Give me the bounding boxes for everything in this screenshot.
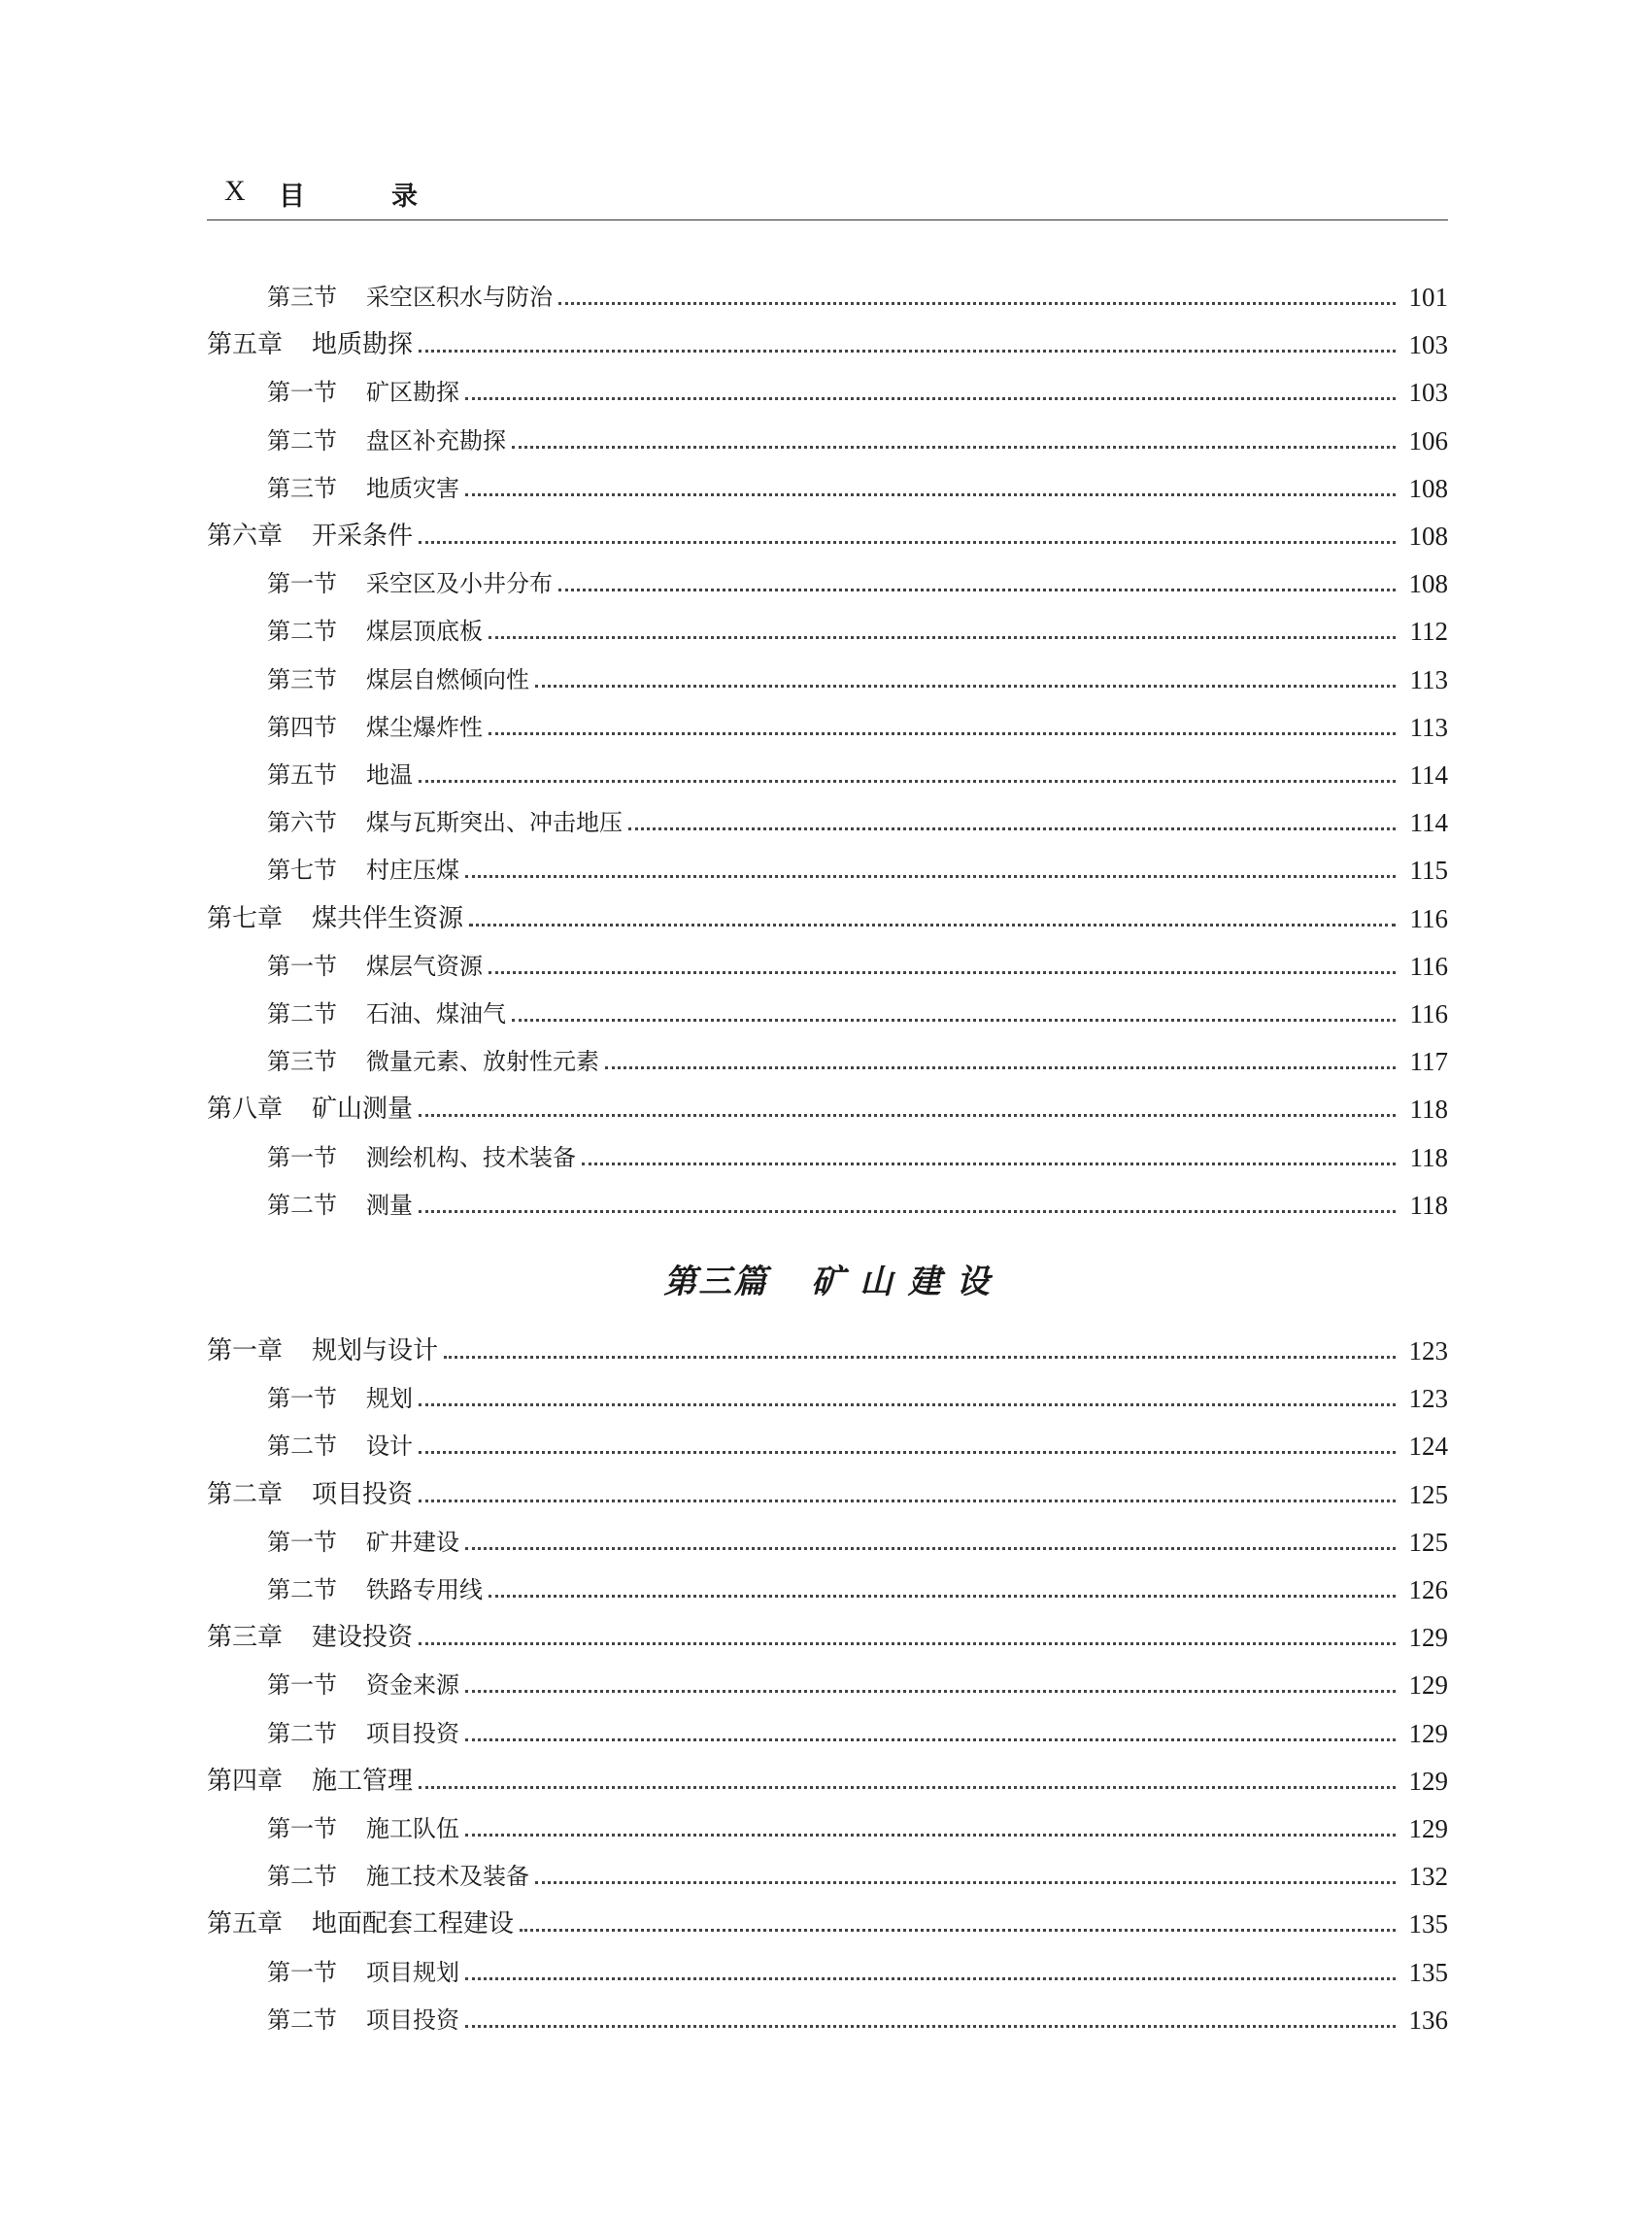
entry-number: 第一节	[267, 570, 337, 598]
dot-leader	[558, 302, 1396, 305]
entry-page-number: 125	[1408, 1479, 1448, 1509]
entry-number: 第五节	[267, 761, 337, 789]
toc-section-entry[interactable]	[207, 991, 1448, 1029]
part-label: 第三篇	[663, 1263, 769, 1301]
entry-page-number: 114	[1409, 808, 1448, 838]
entry-title: 地面配套工程建设	[312, 1909, 515, 1939]
dot-leader	[444, 1356, 1396, 1359]
entry-page-number: 135	[1408, 1957, 1448, 1987]
entry-number: 第一节	[267, 379, 337, 407]
toc-section-entry[interactable]	[207, 1949, 1448, 1988]
toc-section-entry[interactable]	[207, 608, 1448, 647]
dot-leader	[628, 827, 1396, 830]
entry-number: 第二节	[267, 1000, 337, 1028]
entry-title: 铁路专用线	[366, 1576, 483, 1603]
entry-title: 建设投资	[312, 1623, 414, 1653]
entry-number: 第三节	[267, 474, 337, 502]
entry-number: 第二节	[267, 1191, 337, 1219]
toc-chapter-entry[interactable]	[207, 1758, 1448, 1797]
entry-title: 煤层自燃倾向性	[366, 665, 529, 693]
dot-leader	[465, 1547, 1396, 1550]
entry-title: 煤层气资源	[366, 952, 483, 980]
dot-leader	[465, 1690, 1396, 1693]
entry-title: 采空区积水与防治	[366, 284, 553, 311]
entry-page-number: 116	[1409, 951, 1448, 981]
dot-leader	[489, 732, 1396, 735]
entry-page-number: 118	[1409, 1142, 1448, 1172]
dot-leader	[582, 1163, 1396, 1165]
entry-number: 第三章	[207, 1623, 284, 1653]
dot-leader	[465, 1834, 1396, 1837]
entry-number: 第一节	[267, 1671, 337, 1700]
dot-leader	[419, 1642, 1396, 1645]
entry-number: 第三节	[267, 284, 337, 311]
dot-leader	[419, 1451, 1396, 1454]
entry-number: 第一节	[267, 1528, 337, 1556]
entry-page-number: 136	[1408, 2005, 1448, 2035]
entry-page-number: 126	[1408, 1575, 1448, 1604]
toc-chapter-entry[interactable]	[207, 1086, 1448, 1125]
toc-section-entry[interactable]	[207, 1182, 1448, 1221]
entry-title: 施工技术及装备	[366, 1863, 529, 1891]
entry-number: 第一章	[207, 1336, 284, 1365]
entry-page-number: 125	[1408, 1527, 1448, 1557]
entry-page-number: 115	[1409, 856, 1448, 886]
entry-title: 矿区勘探	[366, 379, 459, 407]
toc-chapter-entry[interactable]	[207, 895, 1448, 934]
entry-number: 第二节	[267, 426, 337, 455]
dot-leader	[465, 1977, 1396, 1980]
entry-page-number: 118	[1409, 1095, 1448, 1125]
entry-number: 第一节	[267, 1958, 337, 1986]
entry-page-number: 129	[1408, 1766, 1448, 1796]
running-header	[207, 173, 1448, 220]
entry-title: 村庄压煤	[366, 857, 459, 885]
entry-page-number: 103	[1408, 378, 1448, 408]
dot-leader	[558, 589, 1396, 591]
dot-leader	[512, 446, 1396, 449]
entry-page-number: 123	[1408, 1384, 1448, 1414]
entry-title: 施工管理	[312, 1766, 414, 1796]
dot-leader	[489, 636, 1396, 639]
toc-section-entry[interactable]	[207, 847, 1448, 886]
toc-section-entry[interactable]	[207, 1710, 1448, 1749]
toc-section-entry[interactable]	[207, 1805, 1448, 1844]
entry-title: 项目规划	[366, 1958, 459, 1986]
entry-page-number: 117	[1409, 1047, 1448, 1077]
entry-number: 第五章	[207, 330, 284, 360]
entry-title: 地质勘探	[312, 330, 414, 360]
dot-leader	[465, 493, 1396, 496]
entry-number: 第二节	[267, 2006, 337, 2034]
dot-leader	[535, 1881, 1396, 1884]
toc-section-entry[interactable]	[207, 943, 1448, 982]
toc-section-entry[interactable]	[207, 274, 1448, 313]
entry-title: 地温	[366, 761, 413, 789]
entry-page-number: 108	[1408, 569, 1448, 599]
entry-title: 矿山测量	[312, 1095, 414, 1125]
toc-section-entry[interactable]	[207, 1038, 1448, 1077]
toc-section-entry[interactable]	[207, 1423, 1448, 1462]
part-title: 矿 山 建 设	[811, 1263, 992, 1301]
entry-number: 第一节	[267, 1815, 337, 1842]
entry-page-number: 108	[1408, 473, 1448, 503]
entry-title: 规划	[366, 1385, 413, 1413]
dot-leader	[489, 971, 1396, 974]
entry-page-number: 132	[1408, 1862, 1448, 1892]
toc-section-entry[interactable]	[207, 369, 1448, 408]
entry-page-number: 114	[1409, 760, 1448, 790]
entry-page-number: 116	[1409, 999, 1448, 1028]
toc-chapter-entry[interactable]	[207, 1614, 1448, 1653]
dot-leader	[419, 350, 1396, 353]
entry-page-number: 101	[1408, 283, 1448, 312]
entry-page-number: 116	[1409, 903, 1448, 933]
entry-title: 测量	[366, 1191, 413, 1219]
dot-leader	[419, 1786, 1396, 1789]
entry-page-number: 106	[1408, 425, 1448, 455]
part-heading	[207, 1255, 1448, 1302]
entry-number: 第二章	[207, 1479, 284, 1509]
entry-title: 项目投资	[312, 1479, 414, 1509]
entry-page-number: 103	[1408, 330, 1448, 360]
toc-section-entry[interactable]	[207, 752, 1448, 791]
dot-leader	[535, 685, 1396, 688]
entry-number: 第二节	[267, 618, 337, 646]
dot-leader	[465, 2025, 1396, 2028]
entry-page-number: 129	[1408, 1623, 1448, 1653]
entry-page-number: 108	[1408, 522, 1448, 551]
dot-leader	[465, 875, 1396, 878]
toc-chapter-entry[interactable]	[207, 1901, 1448, 1939]
entry-number: 第八章	[207, 1095, 284, 1125]
entry-page-number: 112	[1409, 617, 1448, 647]
dot-leader	[469, 924, 1396, 927]
dot-leader	[419, 780, 1396, 783]
entry-title: 盘区补充勘探	[366, 426, 506, 455]
toc-chapter-entry[interactable]	[207, 1328, 1448, 1366]
toc-section-entry[interactable]	[207, 1134, 1448, 1173]
entry-page-number: 135	[1408, 1909, 1448, 1939]
entry-page-number: 123	[1408, 1336, 1448, 1365]
dot-leader	[419, 1210, 1396, 1213]
entry-page-number: 124	[1408, 1432, 1448, 1462]
entry-title: 煤共伴生资源	[312, 903, 464, 933]
dot-leader	[489, 1595, 1396, 1598]
toc-section-entry[interactable]	[207, 657, 1448, 695]
entry-number: 第一节	[267, 952, 337, 980]
entry-number: 第五章	[207, 1909, 284, 1939]
dot-leader	[419, 1500, 1396, 1502]
entry-title: 测绘机构、技术装备	[366, 1143, 576, 1171]
entry-page-number: 129	[1408, 1670, 1448, 1701]
toc-section-entry[interactable]	[207, 418, 1448, 456]
toc-section-entry[interactable]	[207, 1662, 1448, 1701]
entry-number: 第四章	[207, 1766, 284, 1796]
entry-title: 规划与设计	[312, 1336, 439, 1365]
entry-title: 煤尘爆炸性	[366, 713, 483, 741]
entry-number: 第三节	[267, 1048, 337, 1076]
toc-chapter-entry[interactable]	[207, 321, 1448, 360]
entry-title: 设计	[366, 1433, 413, 1461]
entry-number: 第三节	[267, 665, 337, 693]
entry-number: 第四节	[267, 713, 337, 741]
entry-number: 第二节	[267, 1863, 337, 1891]
entry-page-number: 113	[1409, 664, 1448, 694]
entry-title: 项目投资	[366, 2006, 459, 2034]
toc-section-entry[interactable]	[207, 560, 1448, 599]
toc-section-entry[interactable]	[207, 1519, 1448, 1558]
entry-number: 第二节	[267, 1576, 337, 1603]
dot-leader	[419, 1114, 1396, 1117]
toc-chapter-entry[interactable]	[207, 513, 1448, 552]
entry-title: 资金来源	[366, 1671, 459, 1700]
dot-leader	[465, 1738, 1396, 1741]
header-title-char-2: 录	[391, 182, 418, 212]
dot-leader	[465, 397, 1396, 400]
entry-number: 第二节	[267, 1433, 337, 1461]
toc-section-entry[interactable]	[207, 1375, 1448, 1414]
entry-number: 第二节	[267, 1719, 337, 1747]
dot-leader	[512, 1019, 1396, 1022]
toc-section-entry[interactable]	[207, 1567, 1448, 1605]
entry-number: 第六节	[267, 809, 337, 837]
toc-section-entry[interactable]	[207, 799, 1448, 838]
entry-number: 第一节	[267, 1143, 337, 1171]
dot-leader	[605, 1066, 1396, 1069]
entry-title: 地质灾害	[366, 474, 459, 502]
entry-title: 施工队伍	[366, 1815, 459, 1842]
toc-chapter-entry[interactable]	[207, 1471, 1448, 1510]
entry-number: 第七节	[267, 857, 337, 885]
entry-title: 采空区及小井分布	[366, 570, 553, 598]
header-page-number: X	[224, 175, 246, 207]
dot-leader	[419, 541, 1396, 544]
dot-leader	[419, 1403, 1396, 1406]
entry-title: 开采条件	[312, 522, 414, 551]
entry-title: 项目投资	[366, 1719, 459, 1747]
entry-number: 第一节	[267, 1385, 337, 1413]
toc-section-entry[interactable]	[207, 704, 1448, 743]
header-title-char-1: 目	[279, 182, 305, 212]
entry-page-number: 113	[1409, 712, 1448, 742]
dot-leader	[520, 1929, 1396, 1932]
entry-page-number: 118	[1409, 1190, 1448, 1220]
entry-title: 矿井建设	[366, 1528, 459, 1556]
entry-page-number: 129	[1408, 1718, 1448, 1748]
entry-page-number: 129	[1408, 1814, 1448, 1843]
toc-section-entry[interactable]	[207, 465, 1448, 504]
entry-number: 第六章	[207, 522, 284, 551]
entry-title: 石油、煤油气	[366, 1000, 506, 1028]
toc-section-entry[interactable]	[207, 1853, 1448, 1892]
entry-title: 煤与瓦斯突出、冲击地压	[366, 809, 623, 837]
entry-number: 第七章	[207, 903, 284, 933]
entry-title: 微量元素、放射性元素	[366, 1048, 599, 1076]
toc-section-entry[interactable]	[207, 1997, 1448, 2036]
entry-title: 煤层顶底板	[366, 618, 483, 646]
